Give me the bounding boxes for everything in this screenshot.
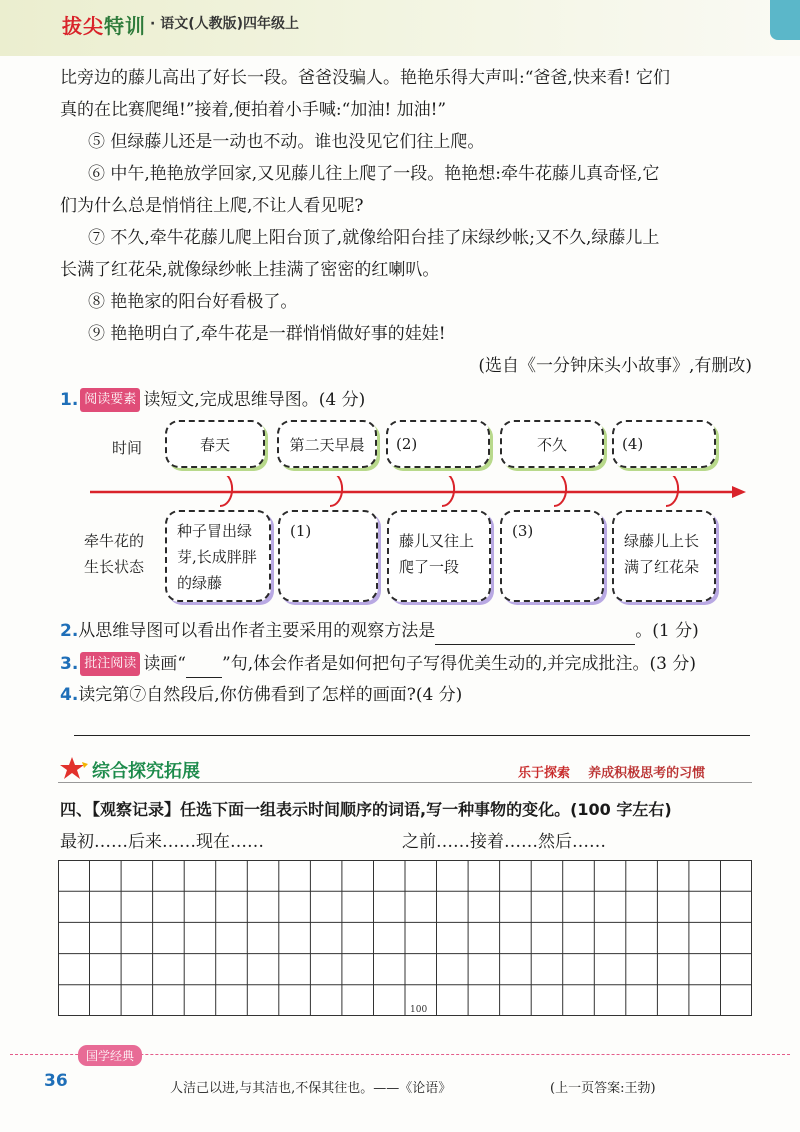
growth-text: 绿藤儿上长满了红花朵 [624,532,700,576]
time-row-label: 时间 [112,439,143,457]
passage-source: (选自《一分钟床头小故事》,有删改) [478,356,752,376]
passage-paragraph-8: ⑧ 艳艳家的阳台好看极了。 [88,292,298,312]
question-text-b: ”句,体会作者是如何把句子写得优美生动的,并完成批注。(3 分) [222,654,696,674]
growth-box-2-answer[interactable] [278,510,378,602]
blank-label: (3) [512,522,534,540]
timeline [90,476,750,512]
motto-b: 养成积极思考的习惯 [588,766,706,781]
question-number: 2. [60,621,79,641]
question-number: 4. [60,685,79,705]
growth-box-1 [165,510,271,602]
grid-marker-100: 100 [410,1005,428,1015]
time-box-3-answer[interactable] [386,420,490,468]
page-number: 36 [44,1071,68,1091]
question-4 [60,684,462,706]
question-1 [60,388,365,412]
question-text: 读短文,完成思维导图。(4 分) [143,390,366,410]
passage-paragraph-5: ⑤ 但绿藤儿还是一动也不动。谁也没见它们往上爬。 [88,132,485,152]
question-text: 从思维导图可以看出作者主要采用的观察方法是 [78,621,436,641]
question-points: 。(1 分) [635,621,699,641]
passage-line: 长满了红花朵,就像绿纱帐上挂满了密密的红喇叭。 [60,260,440,280]
answer-blank[interactable] [435,622,635,645]
passage-line: 比旁边的藤儿高出了好长一段。爸爸没骗人。艳艳乐得大声叫:“爸爸,快来看! 它们 [60,68,671,88]
blank-label: (4) [622,435,644,453]
motto-a: 乐于探索 [518,766,571,781]
brand-green: 特训 [104,14,146,38]
question-2 [60,620,699,645]
timeline-arrow [732,486,746,498]
question-text: 读完第⑦自然段后,你仿佛看到了怎样的画面?(4 分) [78,685,463,705]
task-title: 四、【观察记录】任选下面一组表示时间顺序的词语,写一种事物的变化。(100 字左右) [60,800,672,819]
section-title: 综合探究拓展 [92,761,200,782]
word-option-a[interactable]: 最初……后来……现在…… [60,832,264,852]
section-star-icon [60,756,88,780]
passage-line: 真的在比赛爬绳!”接着,便拍着小手喊:“加油! 加油!” [60,100,447,120]
question-3 [60,652,696,678]
blank-label: (1) [290,522,312,540]
classics-tag: 国学经典 [78,1045,142,1066]
time-box-4 [500,420,604,468]
growth-row-label [84,528,144,580]
question-number: 3. [60,654,79,674]
underline-mark [186,655,222,678]
passage-paragraph-7: ⑦ 不久,牵牛花藤儿爬上阳台顶了,就像给阳台挂了床绿纱帐;又不久,绿藤儿上 [88,228,660,248]
time-box-1 [165,420,265,468]
classics-quote: 人洁己以进,与其洁也,不保其往也。——《论语》 [170,1081,452,1096]
time-text: 春天 [199,435,230,454]
brand-logo [62,10,146,39]
annotation-reading-tag: 批注阅读 [80,652,140,676]
time-box-2 [277,420,377,468]
time-text: 不久 [536,435,567,454]
blank-label: (2) [396,435,418,453]
growth-box-3 [387,510,491,602]
question-number: 1. [60,390,79,410]
reading-element-tag: 阅读要素 [80,388,140,412]
brand-red: 拔尖 [62,14,104,38]
growth-text: 藤儿又往上爬了一段 [399,532,475,576]
growth-box-4-answer[interactable] [500,510,604,602]
growth-label-line: 生长状态 [84,558,145,576]
time-box-5-answer[interactable] [612,420,716,468]
answer-line[interactable] [74,735,750,736]
writing-grid[interactable] [58,860,752,1016]
passage-line: 们为什么总是悄悄往上爬,不让人看见呢? [60,196,364,216]
growth-label-line: 牵牛花的 [84,532,145,550]
passage-paragraph-6: ⑥ 中午,艳艳放学回家,又见藤儿往上爬了一段。艳艳想:牵牛花藤儿真奇怪,它 [88,164,660,184]
growth-text: 种子冒出绿芽,长成胖胖的绿藤 [177,522,257,592]
word-option-b[interactable]: 之前……接着……然后…… [402,832,606,852]
page-edge-tab [770,0,800,40]
previous-answer: (上一页答案:王勃) [550,1081,656,1096]
passage-paragraph-9: ⑨ 艳艳明白了,牵牛花是一群悄悄做好事的娃娃! [88,324,446,344]
time-text: 第二天早晨 [289,435,365,454]
series-title: · 语文(人教版)四年级上 [150,16,299,32]
section-motto [518,762,705,781]
question-text-a: 读画“ [143,654,187,674]
growth-box-5 [612,510,716,602]
